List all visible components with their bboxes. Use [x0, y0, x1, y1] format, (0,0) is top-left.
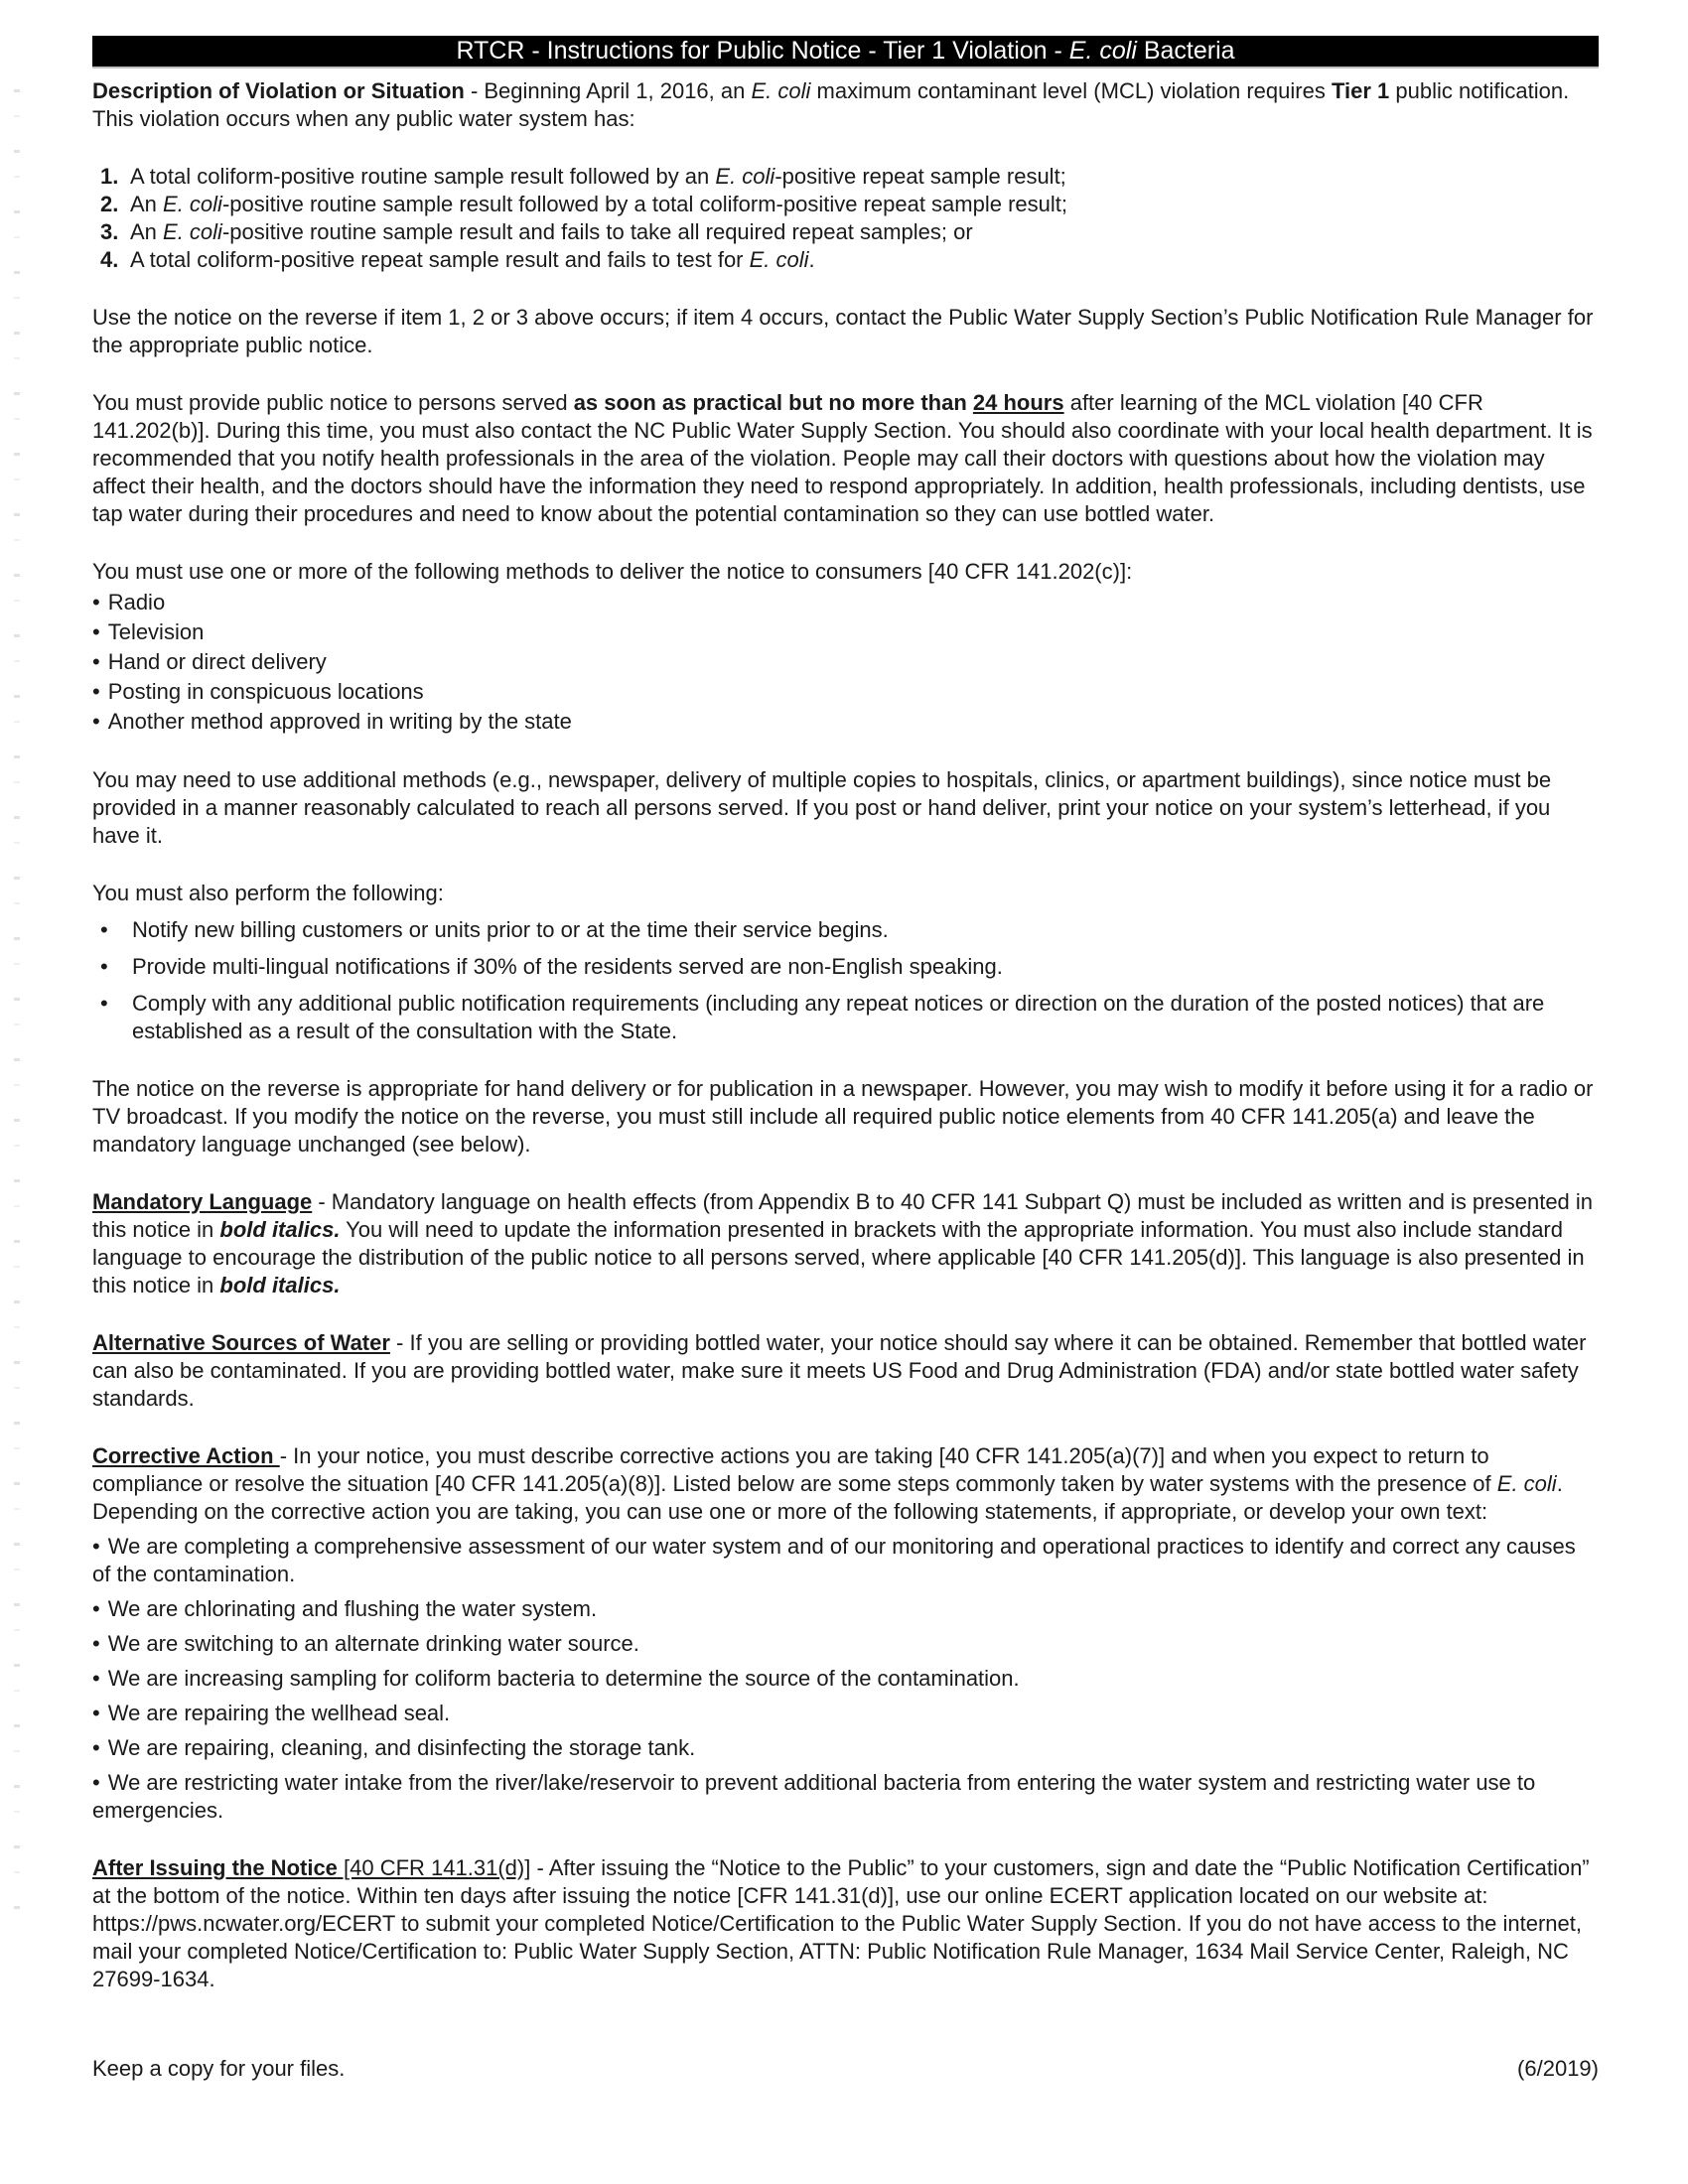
text-run: You must use one or more of the following methods to deliver the notice to consumers [40 CFR 141.202(c)]: [92, 559, 1133, 584]
list-item-text [108, 1631, 639, 1656]
text-run: Alternative Sources of Water [92, 1330, 390, 1355]
text-run: E. coli [751, 78, 811, 103]
text-run: An [130, 192, 164, 216]
delivery-methods-list [92, 588, 1599, 737]
bullet-icon: • [92, 1631, 100, 1656]
text-run: We are switching to an alternate drinking water source. [107, 1631, 639, 1656]
list-item [92, 1700, 1599, 1727]
list-item [92, 1630, 1599, 1658]
text-run: Description of Violation or Situation [92, 78, 465, 103]
text-run: - Mandatory language on health effects (from Appendix B to 40 CFR 141 Subpart Q) must be included as written and is presented in this notice in [92, 1189, 1594, 1242]
text-run: 24 hours [972, 390, 1064, 415]
text-run: maximum contaminant level (MCL) violation requires [810, 78, 1332, 103]
list-number: 4. [100, 247, 119, 272]
bullet-icon: • [100, 991, 108, 1016]
text-run: - In your notice, you must describe corrective actions you are taking [40 CFR 141.205(a)(7)] and when you expect to return to compliance or resolve the situation [40 CFR 141.205(a)(8)]. Listed below are some steps commonly taken by water systems with the presence of [92, 1443, 1497, 1496]
text-run: E. coli [749, 247, 809, 272]
bullet-icon: • [92, 1596, 100, 1621]
text-run: Provide multi-lingual notifications if 30% of the residents served are non-English speaking. [132, 954, 1003, 979]
text-run: - Beginning April 1, 2016, an [464, 78, 752, 103]
document-content [92, 36, 1599, 2083]
text-run: We are repairing the wellhead seal. [107, 1701, 451, 1725]
text-run: You will need to update the information presented in brackets with the appropriate information. You must also include standard language to encourage the distribution of the public notice to all persons served, where applicable [40 CFR 141.205(d)]. This language is also presented in this notice in [92, 1217, 1585, 1297]
document-title [456, 37, 1234, 65]
violation-item-text [130, 247, 815, 272]
description-paragraph [92, 77, 1599, 133]
text-run: You must provide public notice to persons served [92, 390, 574, 415]
violation-item [100, 246, 1599, 274]
list-item-text [132, 917, 889, 942]
bullet-icon: • [92, 679, 100, 704]
after-issuing-paragraph [92, 1854, 1599, 1993]
text-run: Posting in conspicuous locations [107, 679, 424, 704]
text-run: We are restricting water intake from the river/lake/reservoir to prevent additional bacteria from entering the water system and restricting water use to emergencies. [92, 1770, 1536, 1823]
footer [92, 2055, 1599, 2083]
bullet-icon: • [92, 1735, 100, 1760]
bullet-icon: • [92, 619, 100, 644]
violation-item-text [130, 192, 1067, 216]
corrective-action-paragraph [92, 1442, 1599, 1526]
text-run: You may need to use additional methods (e.g., newspaper, delivery of multiple copies to hospitals, clinics, or apartment buildings), since notice must be provided in a manner reasonably calculated to reach all persons served. If you post or hand deliver, print your notice on your system’s letterhead, if you have it. [92, 767, 1552, 848]
text-run: Comply with any additional public notification requirements (including any repeat notices or direction on the duration of the posted notices) that are established as a result of the consultation with the State. [132, 991, 1545, 1043]
text-run: Tier 1 [1331, 78, 1390, 103]
text-run: . Depending on the corrective action you are taking, you can use one or more of the following statements, if appropriate, or develop your own text: [92, 1471, 1563, 1524]
document-title-bar [92, 36, 1599, 67]
violation-item [100, 191, 1599, 218]
scan-artifacts [14, 89, 20, 1916]
text-run: E. coli [1496, 1471, 1557, 1496]
list-item-text [108, 619, 205, 644]
violation-item-text [130, 164, 1066, 189]
text-run: Radio [107, 590, 166, 614]
violation-item-text [130, 219, 973, 244]
list-number: 3. [100, 219, 119, 244]
list-item-text [108, 1596, 597, 1621]
text-run: Use the notice on the reverse if item 1, 2 or 3 above occurs; if item 4 occurs, contact the Public Water Supply Section’s Public Notification Rule Manager for the appropriate public notice. [92, 305, 1594, 357]
perform-list [92, 916, 1599, 1045]
list-item-text [92, 1534, 1576, 1586]
list-item [92, 1665, 1599, 1693]
text-run: Hand or direct delivery [107, 649, 327, 674]
list-item [92, 1769, 1599, 1825]
bullet-icon: • [92, 1701, 100, 1725]
perform-lead [92, 880, 1599, 907]
text-run: Corrective Action [92, 1443, 280, 1468]
text-run: Mandatory Language [92, 1189, 313, 1214]
text-run: -positive routine sample result and fails to take all required repeat samples; or [221, 219, 973, 244]
list-item [92, 990, 1599, 1045]
list-item [92, 647, 1599, 677]
alternative-sources-paragraph [92, 1329, 1599, 1413]
list-number: 1. [100, 164, 119, 189]
text-run: E. coli [1068, 37, 1137, 65]
text-run: The notice on the reverse is appropriate for hand delivery or for publication in a newspaper. However, you may wish to modify it before using it for a radio or TV broadcast. If you modify the notice on the reverse, you must still include all required public notice elements from 40 CFR 141.205(a) and leave the mandatory language unchanged (see below). [92, 1076, 1594, 1157]
bullet-icon: • [92, 590, 100, 614]
text-run: Notify new billing customers or units prior to or at the time their service begins. [132, 917, 889, 942]
list-item-text [108, 679, 424, 704]
keep-copy-note: Keep a copy for your files. [92, 2056, 346, 2081]
list-item [92, 916, 1599, 944]
list-item-text [92, 1770, 1535, 1823]
text-run: We are completing a comprehensive assessment of our water system and of our monitoring and operational practices to identify and correct any causes of the contamination. [92, 1534, 1576, 1586]
text-run: RTCR - Instructions for Public Notice - Tier 1 Violation - [456, 37, 1069, 65]
list-item-text [108, 1666, 1020, 1691]
violation-item [100, 163, 1599, 191]
additional-methods-paragraph [92, 766, 1599, 850]
bullet-icon: • [92, 649, 100, 674]
list-item [92, 707, 1599, 737]
list-item-text [108, 590, 165, 614]
list-item-text [132, 991, 1544, 1043]
list-item-text [132, 954, 1003, 979]
list-item-text [108, 1701, 450, 1725]
text-run: We are chlorinating and flushing the water system. [107, 1596, 598, 1621]
list-item-text [108, 1735, 696, 1760]
text-run: Bacteria [1136, 37, 1235, 65]
list-item [92, 1595, 1599, 1623]
corrective-action-list [92, 1533, 1599, 1825]
bullet-icon: • [92, 709, 100, 734]
bullet-icon: • [100, 917, 108, 942]
text-run: A total coliform-positive routine sample result followed by an [130, 164, 716, 189]
text-run: - If you are selling or providing bottled water, your notice should say where it can be obtained. Remember that bottled water can also be contaminated. If you are providing bottled water, make sure it meets US Food and Drug Administration (FDA) and/or state bottled water safety standards. [92, 1330, 1587, 1411]
text-run: as soon as practical but no more than [573, 390, 973, 415]
text-run: You must also perform the following: [92, 881, 444, 905]
bullet-icon: • [100, 954, 108, 979]
list-item [92, 617, 1599, 647]
text-run: Television [107, 619, 205, 644]
reverse-appropriate-paragraph [92, 1075, 1599, 1159]
text-run: Another method approved in writing by the state [107, 709, 572, 734]
version-label: (6/2019) [1517, 2056, 1599, 2081]
list-item [92, 953, 1599, 981]
text-run: bold italics. [219, 1273, 341, 1297]
text-run: bold italics. [219, 1217, 341, 1242]
list-item-text [108, 649, 327, 674]
text-run: after learning of the MCL violation [40 CFR 141.202(b)]. During this time, you must also contact the NC Public Water Supply Section. You should also coordinate with your local health department. It is recommended that you notify health professionals in the area of the violation. People may call their doctors with questions about how the violation may affect their health, and the doctors should have the information they need to respond appropriately. In addition, health professionals, including dentists, use tap water during their procedures and need to know about the potential contamination so they can use bottled water. [92, 390, 1593, 526]
reverse-note-paragraph [92, 304, 1599, 359]
text-run: -positive routine sample result followed by a total coliform-positive repeat sample result; [221, 192, 1068, 216]
violation-item [100, 218, 1599, 246]
text-run: After Issuing the Notice [92, 1855, 338, 1880]
violation-list [92, 163, 1599, 274]
list-item-text [108, 709, 572, 734]
list-item [92, 1533, 1599, 1588]
text-run: public notification. This violation occurs when any public water system has: [92, 78, 1570, 131]
bullet-icon: • [92, 1534, 100, 1559]
text-run: E. coli [163, 219, 222, 244]
mandatory-language-paragraph [92, 1188, 1599, 1299]
text-run: We are increasing sampling for coliform bacteria to determine the source of the contamination. [107, 1666, 1020, 1691]
text-run: - After issuing the “Notice to the Public” to your customers, sign and date the “Public Notification Certification” at the bottom of the notice. Within ten days after issuing the notice [CFR 141.31(d)], use our online ECERT application located on our website at: https://pws.ncwater.org/ECERT to submit your completed Notice/Certification to the Public Water Supply Section. If you do not have access to the internet, mail your completed Notice/Certification to: Public Water Supply Section, ATTN: Public Notification Rule Manager, 1634 Mail Service Center, Raleigh, NC 27699-1634. [92, 1855, 1590, 1991]
text-run: [40 CFR 141.31(d)] [337, 1855, 531, 1880]
text-run: E. coli [163, 192, 222, 216]
text-run: A total coliform-positive repeat sample result and fails to test for [130, 247, 750, 272]
list-item [92, 1734, 1599, 1762]
text-run: -positive repeat sample result; [774, 164, 1066, 189]
bullet-icon: • [92, 1666, 100, 1691]
provide-notice-paragraph [92, 389, 1599, 528]
text-run: We are repairing, cleaning, and disinfecting the storage tank. [107, 1735, 696, 1760]
bullet-icon: • [92, 1770, 100, 1795]
text-run: . [808, 247, 815, 272]
text-run: An [130, 219, 164, 244]
delivery-methods-lead [92, 558, 1599, 586]
list-item [92, 677, 1599, 707]
text-run: E. coli [715, 164, 775, 189]
list-number: 2. [100, 192, 119, 216]
list-item [92, 588, 1599, 617]
